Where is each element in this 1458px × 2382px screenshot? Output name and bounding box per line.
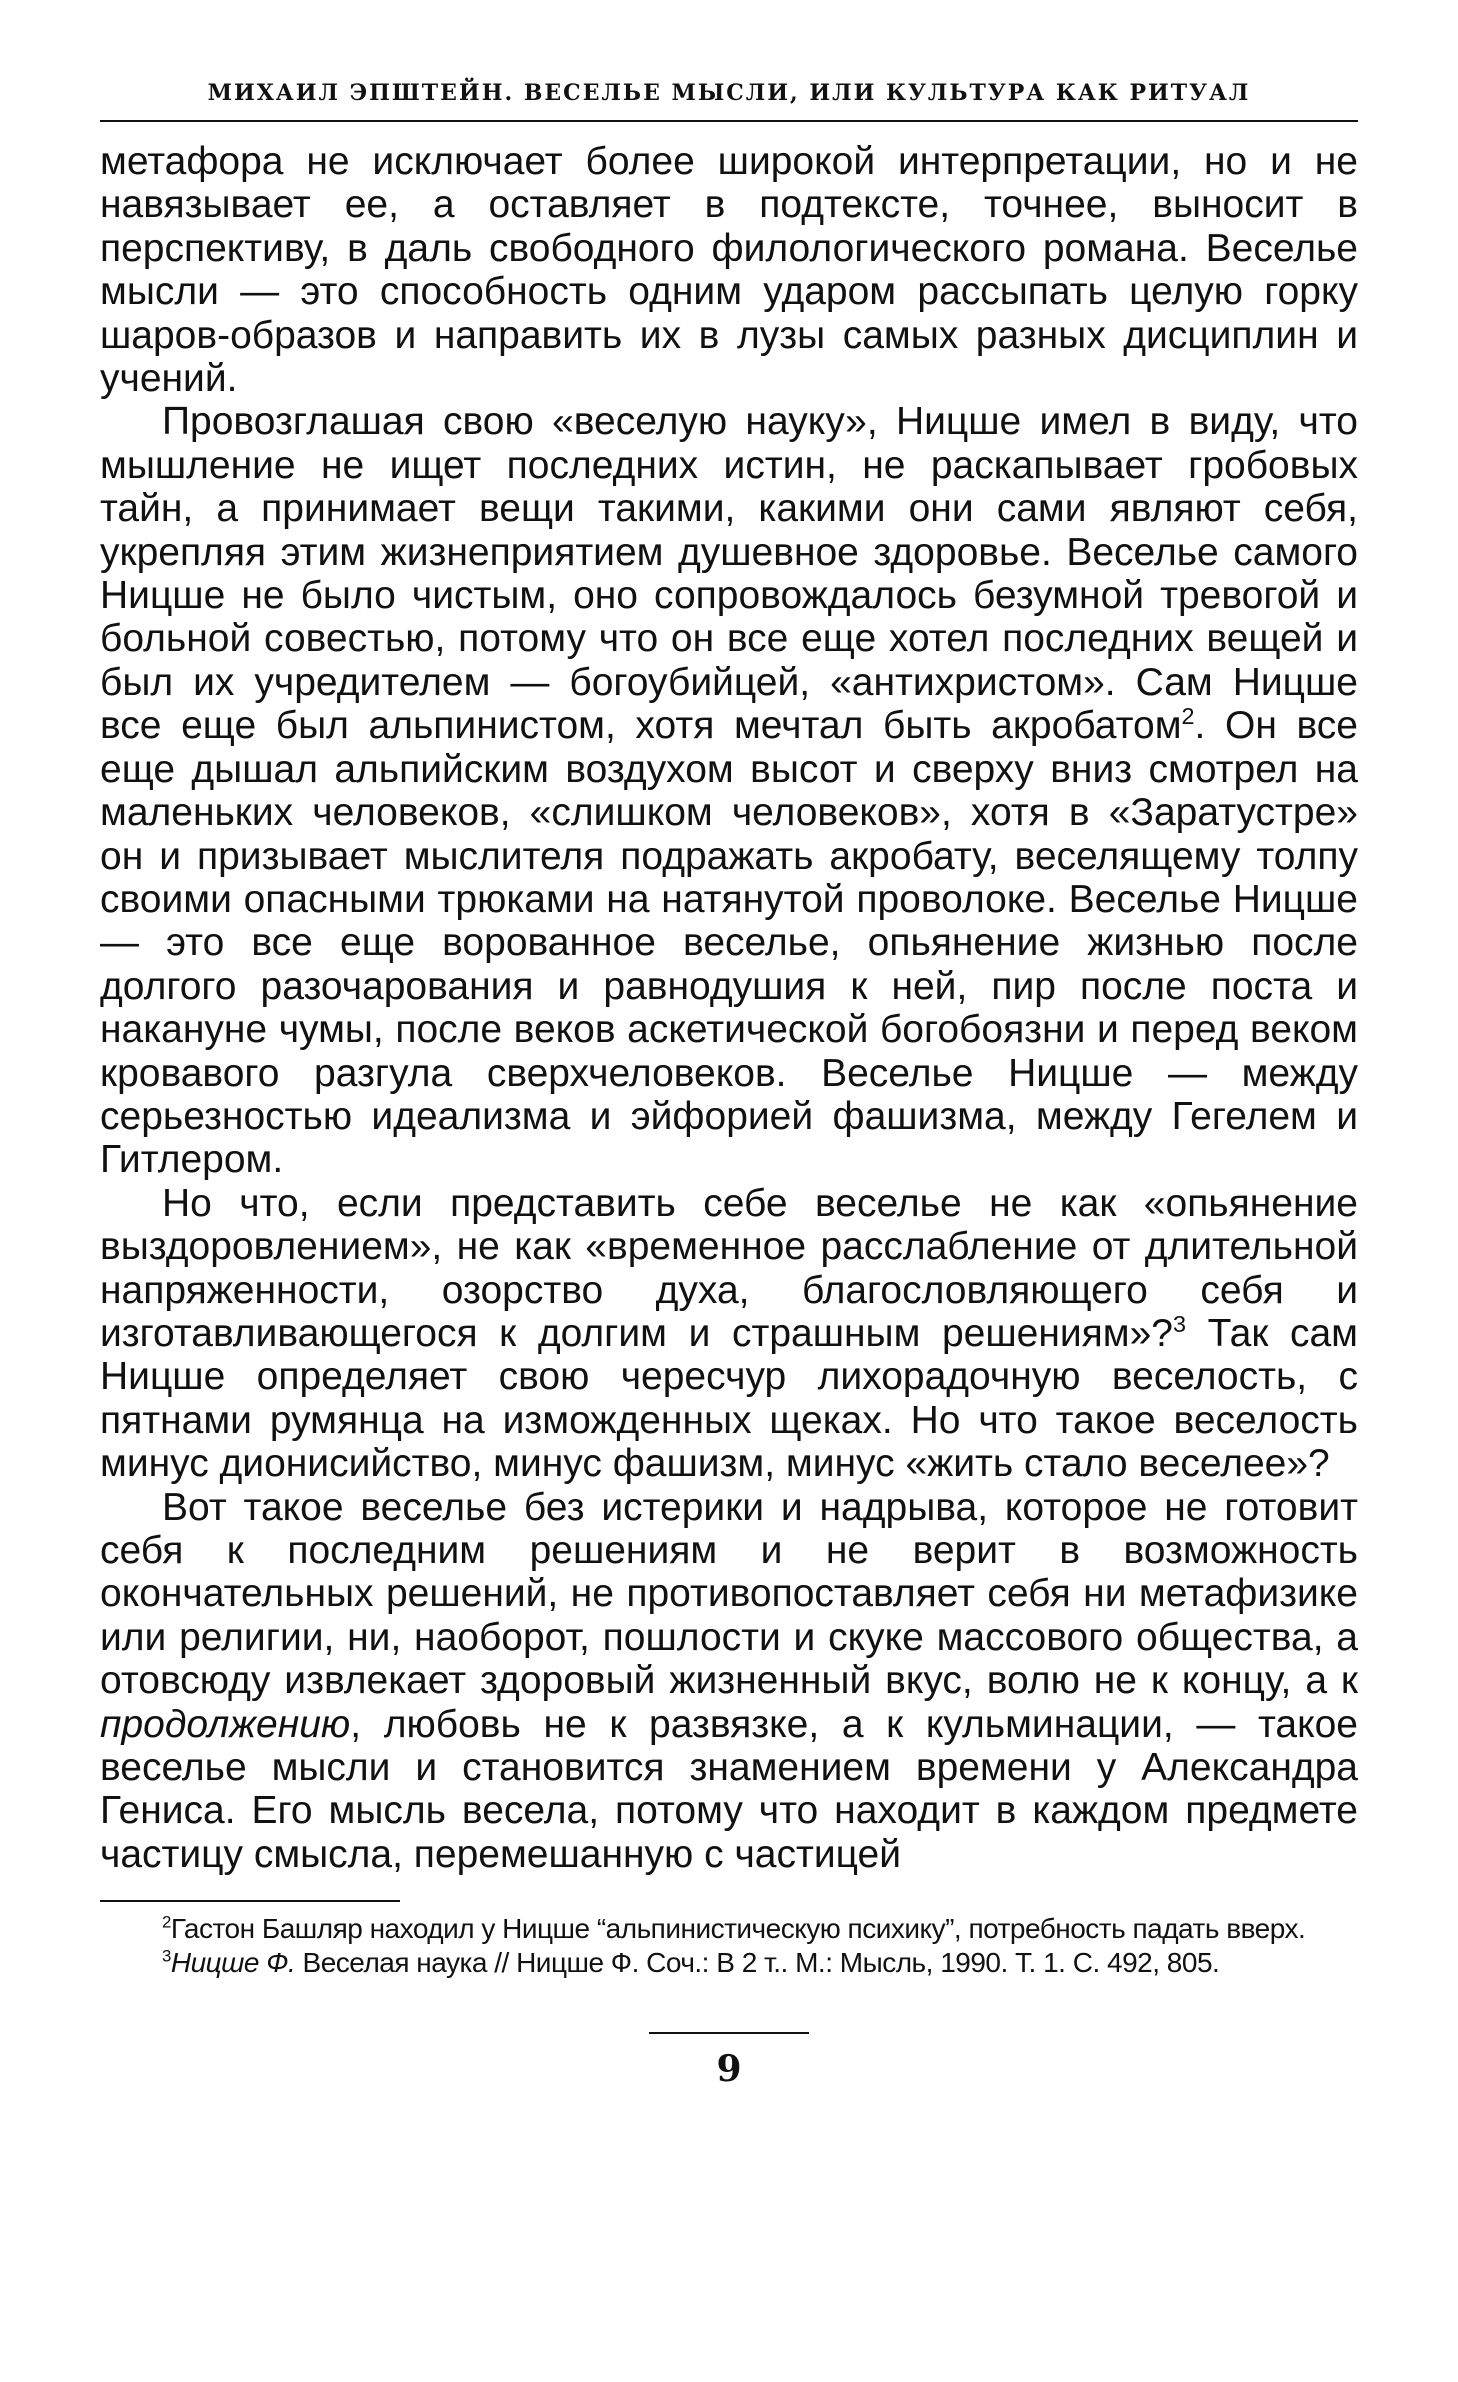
footnote-divider: [100, 1900, 400, 1902]
running-head: МИХАИЛ ЭПШТЕЙН. ВЕСЕЛЬЕ МЫСЛИ, ИЛИ КУЛЬТУРА КАК РИТУАЛ: [100, 80, 1358, 122]
paragraph-2-text-a: Провозглашая свою «веселую науку», Ницше имел в виду, что мышление не ищет последних истин, не раскапывает гробовых тайн, а принимает вещи такими, какими они сами являют себя, укрепляя этим жизнеприятием душевное здоровье. Веселье самого Ницше не было чистым, оно сопровождалось безумной тревогой и больной совестью, потому что он все еще хотел последних вещей и был их учредителем — богоубийцей, «антихристом». Сам Ницше все еще был альпинистом, хотя мечтал быть акробатом: [100, 400, 1358, 748]
paragraph-1-text: метафора не исключает более широкой интерпретации, но и не навязывает ее, а оставляет в подтексте, точнее, выносит в перспективу, в даль свободного филологического романа. Веселье мысли — это способность одним ударом рассыпать целую горку шаров-образов и направить их в лузы самых разных дисциплин и учений.: [100, 140, 1358, 401]
main-text: [100, 140, 1358, 1876]
footnote-3-author: Ницше Ф.: [170, 1947, 296, 1979]
footnote-3-text: Веселая наука // Ницше Ф. Соч.: В 2 т.. М.: Мысль, 1990. Т. 1. С. 492, 805.: [295, 1947, 1220, 1979]
page-number: 9: [716, 2048, 742, 2091]
paragraph-1: [100, 140, 1358, 400]
footnote-ref-3: 3: [1172, 1310, 1186, 1337]
paragraph-4: [100, 1486, 1358, 1877]
paragraph-4-text-a: Вот такое веселье без истерики и надрыва, которое не готовит себя к последним решениям и не верит в возможность окончательных решений, не противопоставляет себя ни метафизике или религии, ни, наоборот, пошлости и скуке массового общества, а отовсюду извлекает здоровый жизненный вкус, волю не к концу, а к: [100, 1485, 1358, 1703]
paragraph-4-text-b: , любовь не к развязке, а к кульминации, — такое веселье мысли и становится знамением времени у Александра Гениса. Его мысль весела, потому что находит в каждом предмете частицу смысла, перемешанную с частицей: [100, 1702, 1358, 1876]
footnote-3-mark: 3: [162, 1946, 171, 1966]
footnote-2: [100, 1912, 1358, 1946]
paragraph-2: [100, 400, 1358, 1181]
page-number-rule: [649, 2032, 809, 2034]
book-page: [100, 80, 1358, 2090]
paragraph-3-text-a: Но что, если представить себе веселье не как «опьянение выздоровлением», не как «временное расслабление от длительной напряженности, озорство духа, благословляющего себя и изготавливающегося к долгим и страшным решениям»?: [100, 1181, 1358, 1355]
paragraph-3-text-b: Так сам Ницше определяет свою чересчур лихорадочную веселость, с пятнами румянца на изможденных щеках. Но что такое веселость минус дионисийство, минус фашизм, минус «жить стало веселее»?: [100, 1311, 1358, 1486]
footnote-3: [100, 1946, 1358, 1980]
footnote-2-text: Гастон Башляр находил у Ницше “альпинистическую психику”, потребность падать вверх.: [170, 1913, 1306, 1945]
paragraph-3: [100, 1182, 1358, 1486]
paragraph-2-text-b: . Он все еще дышал альпийским воздухом высот и сверху вниз смотрел на маленьких человеков, «слишком человеков», хотя в «Заратустре» он и призывает мыслителя подражать акробату, веселящему толпу своими опасными трюками на натянутой проволоке. Веселье Ницше — это все еще ворованное веселье, опьянение жизнью после долгого разочарования и равнодушия к ней, пир после поста и накануне чумы, после веков аскетической богобоязни и перед веком кровавого разгула сверхчеловеков. Веселье Ницше — между серьезностью идеализма и эйфорией фашизма, между Гегелем и Гитлером.: [100, 704, 1358, 1182]
footnote-2-mark: 2: [162, 1912, 171, 1932]
footnotes: [100, 1912, 1358, 1980]
footnote-ref-2: 2: [1181, 703, 1195, 730]
paragraph-4-emphasis: продолжению: [100, 1702, 351, 1746]
